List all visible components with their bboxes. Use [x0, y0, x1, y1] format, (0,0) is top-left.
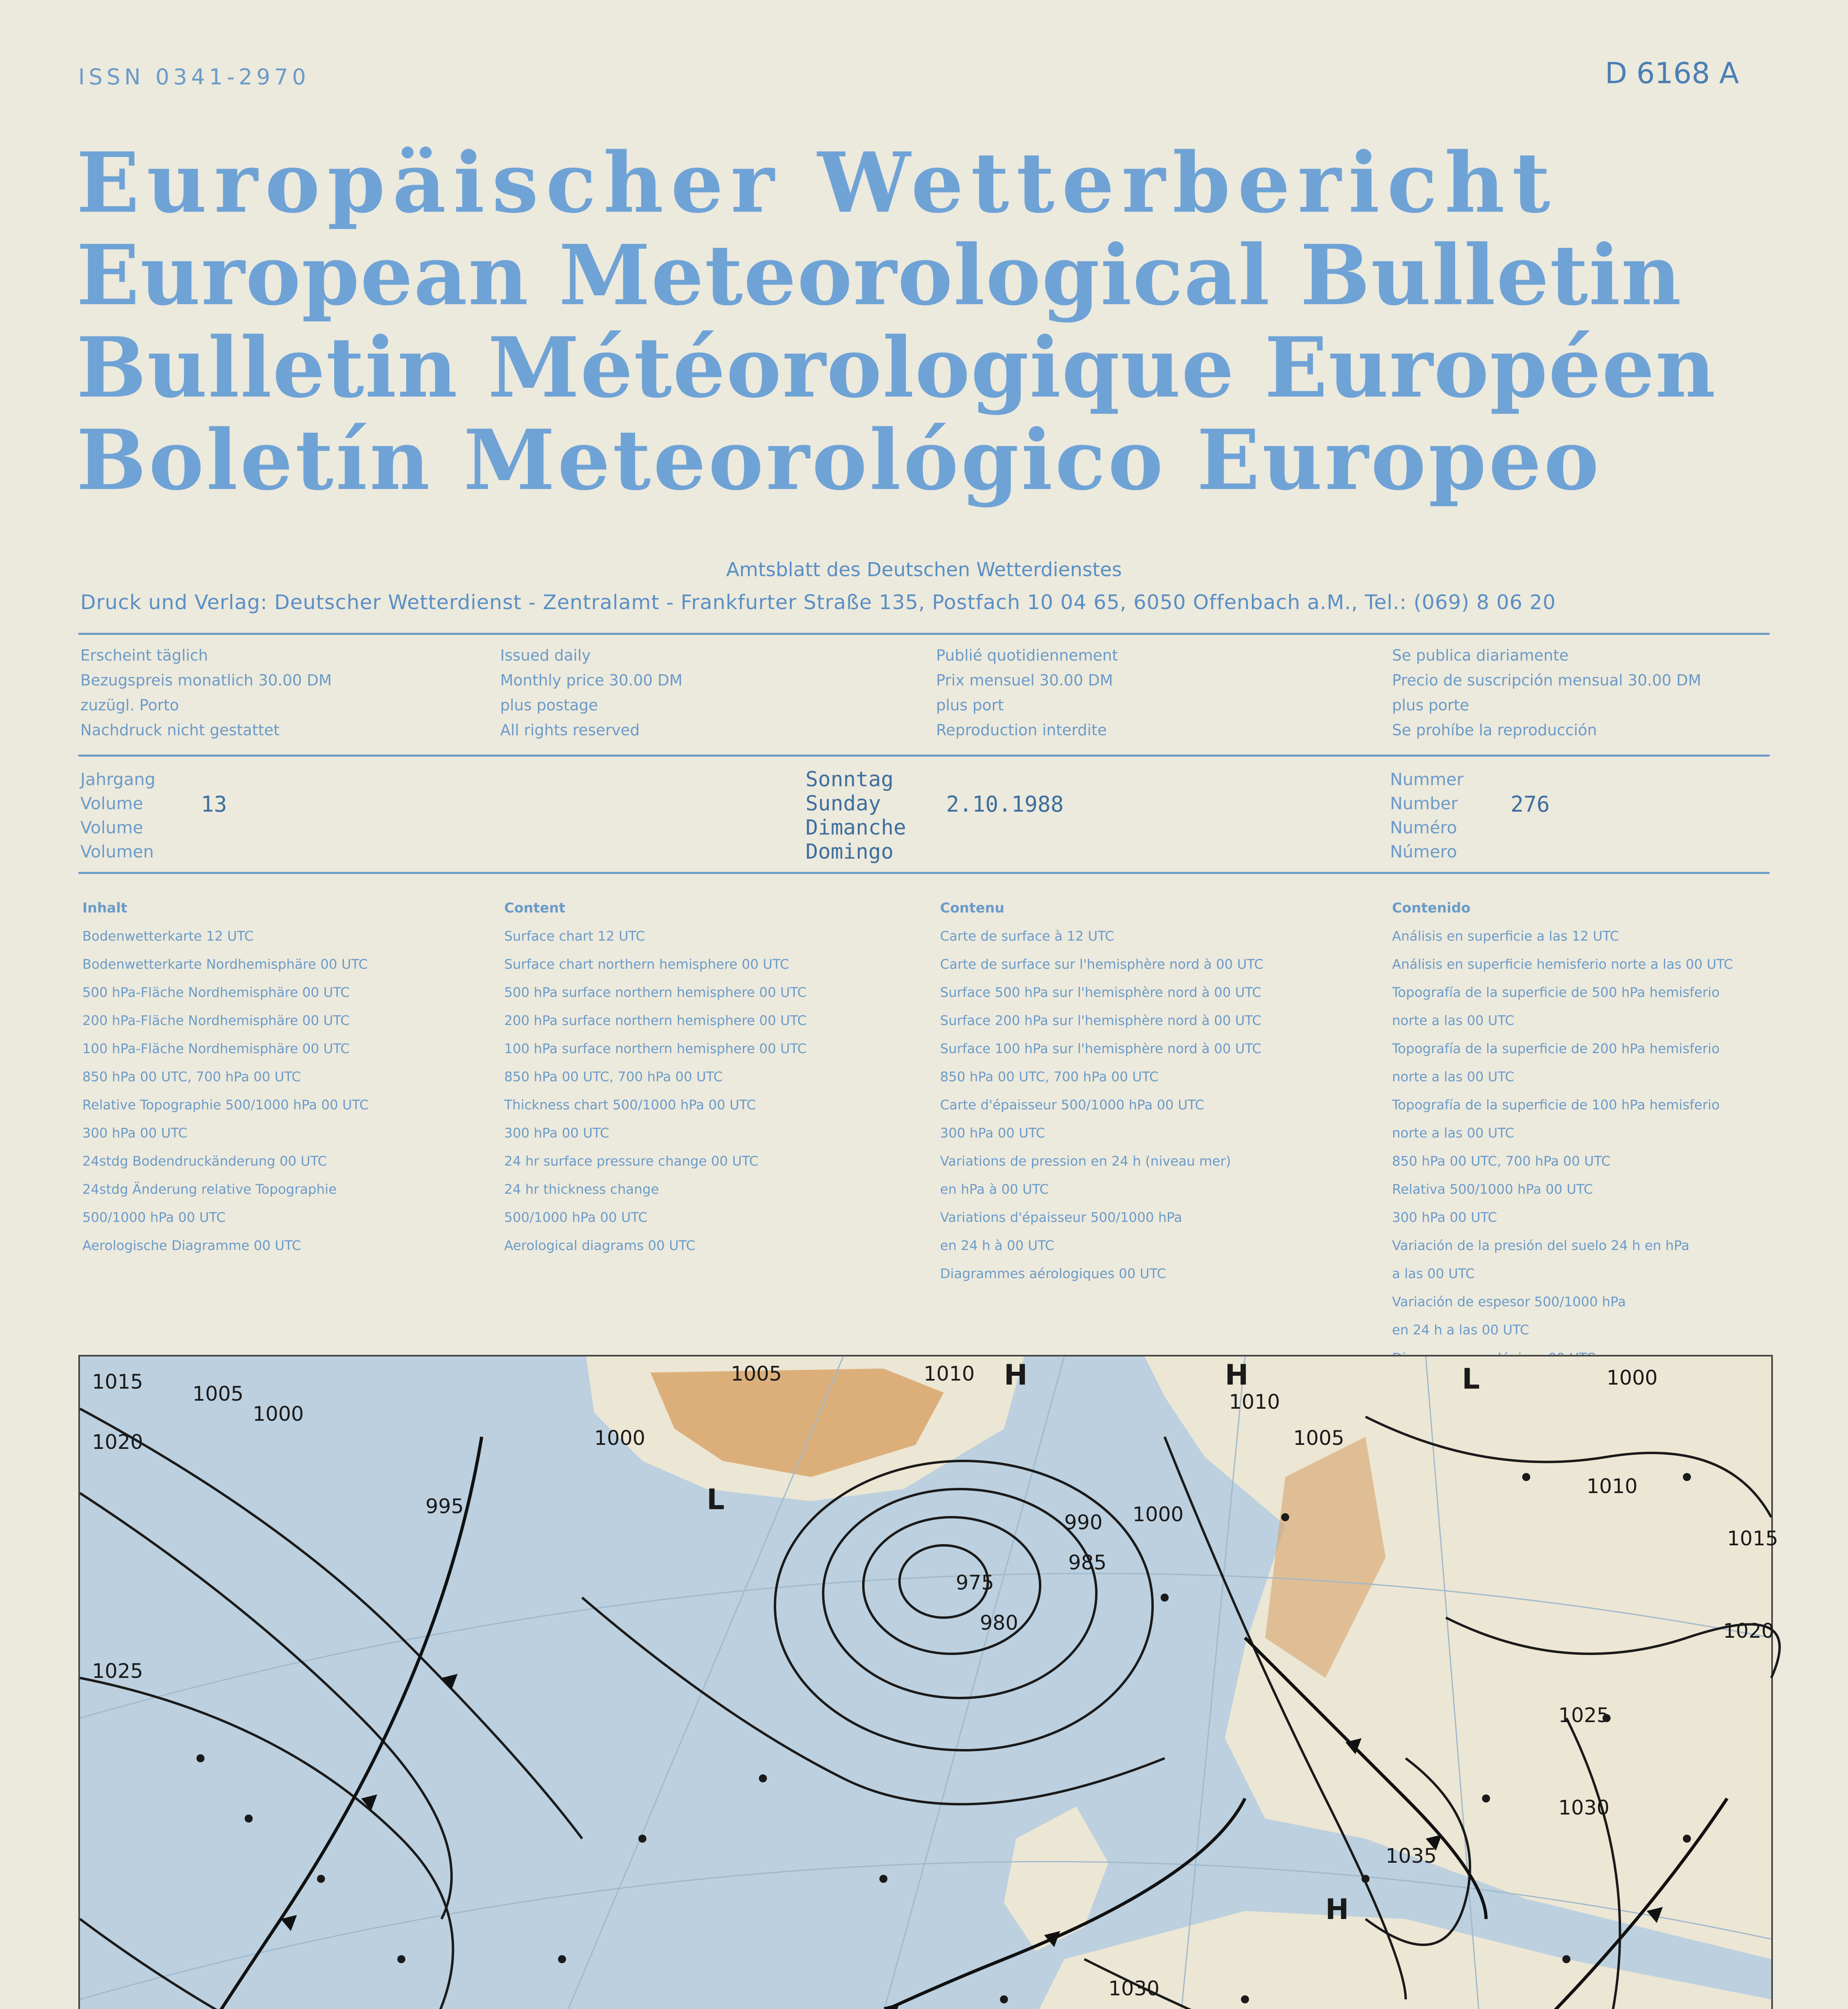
toc-french: [940, 894, 1263, 1288]
toc-item: 850 hPa 00 UTC, 700 hPa 00 UTC: [1392, 1153, 1611, 1169]
number-label: Numéro: [1390, 818, 1457, 837]
toc-item: Thickness chart 500/1000 hPa 00 UTC: [504, 1097, 756, 1113]
info-line: zuzügl. Porto: [80, 696, 179, 714]
day-label: Domingo: [805, 840, 894, 864]
toc-item: norte a las 00 UTC: [1392, 1125, 1515, 1141]
isobar-label: 1010: [1586, 1475, 1638, 1498]
isobar-label: 985: [1068, 1551, 1107, 1574]
day-labels: [805, 767, 906, 864]
toc-item: Variations d'épaisseur 500/1000 hPa: [940, 1209, 1182, 1225]
low-pressure-label: L: [1462, 1363, 1480, 1395]
toc-item: Carte de surface sur l'hemisphère nord à 00 UTC: [940, 956, 1263, 972]
map-canvas: [80, 1356, 1778, 2009]
info-line: plus porte: [1392, 696, 1469, 714]
isobar-label: 1005: [731, 1362, 782, 1385]
title-french: Bulletin Météorologique Européen: [76, 319, 1717, 416]
toc-item: Variación de espesor 500/1000 hPa: [1392, 1294, 1626, 1309]
isobar-label: 1005: [1293, 1426, 1345, 1450]
isobar-label: 980: [980, 1611, 1018, 1635]
toc-item: Análisis en superficie hemisferio norte a las 00 UTC: [1392, 956, 1733, 972]
divider: [78, 755, 1770, 757]
info-line: plus postage: [500, 696, 598, 714]
toc-item: Surface 500 hPa sur l'hemisphère nord à 00 UTC: [940, 984, 1261, 1000]
isobar-label: 975: [956, 1571, 994, 1594]
isobar-label: 1030: [1108, 1977, 1160, 2000]
info-line: Precio de suscripción mensual 30.00 DM: [1392, 671, 1701, 689]
isobar-label: 1035: [1386, 1844, 1437, 1868]
toc-item: a las 00 UTC: [1392, 1266, 1475, 1281]
isobar-label: 1020: [1723, 1619, 1774, 1643]
toc-item: Surface 100 hPa sur l'hemisphère nord à 00 UTC: [940, 1041, 1261, 1056]
number-label: Nummer: [1390, 769, 1464, 789]
title-spanish: Boletín Meteorológico Europeo: [76, 411, 1602, 509]
toc-item: en hPa à 00 UTC: [940, 1181, 1049, 1197]
issue-date: 2.10.1988: [946, 792, 1064, 817]
toc-heading: Contenu: [940, 900, 1005, 916]
toc-item: 300 hPa 00 UTC: [504, 1125, 609, 1141]
surface-weather-map: [78, 1355, 1778, 2009]
toc-item: Topografía de la superficie de 500 hPa hemisferio: [1392, 984, 1720, 1000]
info-column-fr: [936, 643, 1118, 743]
toc-item: Topografía de la superficie de 100 hPa hemisferio: [1392, 1097, 1720, 1113]
toc-item: Surface chart northern hemisphere 00 UTC: [504, 956, 789, 972]
toc-item: 500 hPa surface northern hemisphere 00 UTC: [504, 984, 807, 1000]
toc-item: Variations de pression en 24 h (niveau mer): [940, 1153, 1231, 1169]
info-column-en: [500, 643, 683, 743]
toc-spanish: [1392, 894, 1733, 1372]
toc-english: [504, 894, 807, 1260]
issue-number: 276: [1511, 792, 1550, 817]
volume-labels: [80, 767, 155, 864]
toc-item: 200 hPa-Fläche Nordhemisphäre 00 UTC: [82, 1013, 350, 1028]
toc-item: Bodenwetterkarte 12 UTC: [82, 928, 253, 944]
info-line: Monthly price 30.00 DM: [500, 671, 683, 689]
volume-value: 13: [201, 792, 227, 817]
toc-item: 24stdg Bodendruckänderung 00 UTC: [82, 1153, 327, 1169]
toc-item: 850 hPa 00 UTC, 700 hPa 00 UTC: [82, 1069, 301, 1084]
isobar-label: 1005: [192, 1382, 244, 1405]
isobar-label: 1030: [1558, 1796, 1610, 1819]
isobar-label: 990: [1064, 1511, 1103, 1534]
info-line: plus port: [936, 696, 1004, 714]
toc-item: 500/1000 hPa 00 UTC: [504, 1209, 648, 1225]
toc-heading: Content: [504, 900, 566, 916]
info-line: All rights reserved: [500, 721, 640, 739]
isobar-label: 1015: [1727, 1527, 1778, 1550]
publisher-line: Druck und Verlag: Deutscher Wetterdienst - Zentralamt - Frankfurter Straße 135, Postfach 10 04 65, 6050 Offenbach a.M., Tel.: (069) 8 06 20: [80, 591, 1556, 614]
toc-item: 500/1000 hPa 00 UTC: [82, 1209, 226, 1225]
toc-item: norte a las 00 UTC: [1392, 1069, 1515, 1084]
info-line: Reproduction interdite: [936, 721, 1107, 739]
isobar-label: 1025: [1558, 1704, 1610, 1727]
info-column-es: [1392, 643, 1701, 743]
day-label: Sunday: [805, 792, 881, 816]
toc-item: Análisis en superficie a las 12 UTC: [1392, 928, 1619, 944]
number-labels: [1390, 767, 1464, 864]
info-column-de: [80, 643, 332, 743]
toc-item: 300 hPa 00 UTC: [940, 1125, 1045, 1141]
isobar-label: 1000: [1133, 1503, 1184, 1526]
toc-item: norte a las 00 UTC: [1392, 1013, 1515, 1028]
toc-item: Surface 200 hPa sur l'hemisphère nord à 00 UTC: [940, 1013, 1261, 1028]
toc-item: Aerological diagrams 00 UTC: [504, 1238, 695, 1253]
toc-item: 24stdg Änderung relative Topographie: [82, 1181, 337, 1197]
divider: [78, 872, 1770, 874]
number-label: Número: [1390, 842, 1457, 861]
isobar-label: 1000: [253, 1402, 304, 1426]
number-label: Number: [1390, 794, 1458, 813]
info-line: Issued daily: [500, 646, 591, 664]
toc-item: en 24 h à 00 UTC: [940, 1238, 1055, 1253]
high-pressure-label: H: [1325, 1893, 1349, 1926]
info-line: Prix mensuel 30.00 DM: [936, 671, 1113, 689]
toc-item: 200 hPa surface northern hemisphere 00 UTC: [504, 1013, 807, 1028]
volume-label: Jahrgang: [80, 769, 155, 789]
toc-item: 24 hr thickness change: [504, 1181, 659, 1197]
isobar-label: 1010: [924, 1362, 975, 1385]
low-pressure-label: L: [707, 1483, 725, 1516]
toc-item: 850 hPa 00 UTC, 700 hPa 00 UTC: [940, 1069, 1159, 1084]
toc-heading: Contenido: [1392, 900, 1471, 916]
toc-item: Carte d'épaisseur 500/1000 hPa 00 UTC: [940, 1097, 1204, 1113]
toc-item: en 24 h a las 00 UTC: [1392, 1322, 1529, 1338]
toc-item: 24 hr surface pressure change 00 UTC: [504, 1153, 758, 1169]
toc-item: Aerologische Diagramme 00 UTC: [82, 1238, 301, 1253]
volume-label: Volume: [80, 818, 143, 837]
issn-number: ISSN 0341-2970: [78, 64, 310, 90]
info-line: Nachdruck nicht gestattet: [80, 721, 280, 739]
volume-label: Volume: [80, 794, 143, 813]
toc-item: 850 hPa 00 UTC, 700 hPa 00 UTC: [504, 1069, 723, 1084]
amtsblatt-subtitle: Amtsblatt des Deutschen Wetterdienstes: [726, 559, 1122, 581]
toc-item: Surface chart 12 UTC: [504, 928, 645, 944]
volume-label: Volumen: [80, 842, 154, 861]
toc-item: 500 hPa-Fläche Nordhemisphäre 00 UTC: [82, 984, 350, 1000]
isobar-label: 995: [425, 1495, 464, 1518]
toc-item: Relativa 500/1000 hPa 00 UTC: [1392, 1181, 1593, 1197]
land-british-isles: [1004, 1806, 1108, 1951]
isobar-label: 1015: [92, 1370, 143, 1393]
isobar-label: 1020: [92, 1430, 143, 1454]
toc-heading: Inhalt: [82, 900, 127, 916]
toc-item: Diagrammes aérologiques 00 UTC: [940, 1266, 1166, 1281]
info-line: Publié quotidiennement: [936, 646, 1118, 664]
document-number: D 6168 A: [1605, 56, 1739, 90]
isobar-label: 1000: [594, 1426, 646, 1450]
info-line: Se prohíbe la reproducción: [1392, 721, 1597, 739]
toc-item: 100 hPa-Fläche Nordhemisphäre 00 UTC: [82, 1041, 350, 1056]
toc-item: Bodenwetterkarte Nordhemisphäre 00 UTC: [82, 956, 368, 972]
day-label: Sonntag: [805, 767, 894, 792]
divider: [78, 633, 1770, 635]
high-pressure-label: H: [1004, 1358, 1028, 1391]
isobar-label: 1025: [92, 1659, 143, 1683]
toc-item: Variación de la presión del suelo 24 h en hPa: [1392, 1238, 1690, 1253]
info-line: Se publica diariamente: [1392, 646, 1569, 664]
toc-item: 300 hPa 00 UTC: [1392, 1209, 1497, 1225]
title-german: Europäischer Wetterbericht: [76, 134, 1558, 231]
title-english: European Meteorological Bulletin: [76, 227, 1682, 324]
info-line: Bezugspreis monatlich 30.00 DM: [80, 671, 332, 689]
toc-item: Relative Topographie 500/1000 hPa 00 UTC: [82, 1097, 369, 1113]
toc-german: [82, 894, 369, 1260]
toc-item: Carte de surface à 12 UTC: [940, 928, 1114, 944]
isobar-label: 1000: [1607, 1366, 1658, 1389]
toc-item: 300 hPa 00 UTC: [82, 1125, 188, 1141]
isobar-label: 1010: [1229, 1390, 1280, 1414]
day-label: Dimanche: [805, 816, 906, 840]
toc-item: Topografía de la superficie de 200 hPa hemisferio: [1392, 1041, 1720, 1056]
toc-item: 100 hPa surface northern hemisphere 00 UTC: [504, 1041, 807, 1056]
info-line: Erscheint täglich: [80, 646, 208, 664]
high-pressure-label: H: [1225, 1358, 1249, 1391]
